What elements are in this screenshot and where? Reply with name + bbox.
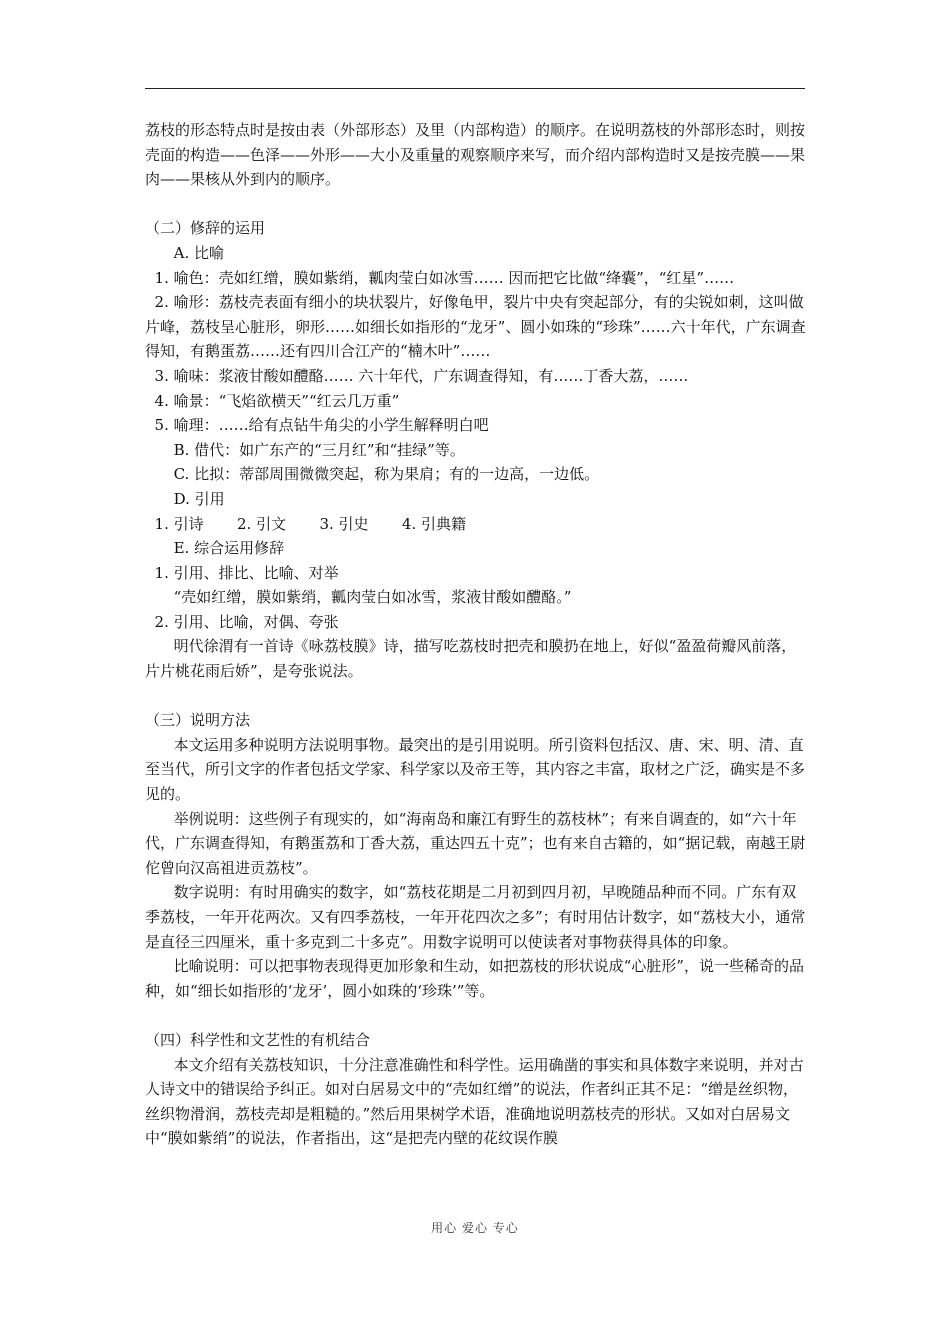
section-heading: （二）修辞的运用 bbox=[145, 219, 266, 238]
blank-line bbox=[145, 1003, 810, 1028]
list-item: 4. 喻景：“飞焰欲横天”“红云几万重” bbox=[145, 391, 400, 410]
quote-line: “壳如红缯，膜如紫绡，瓤肉莹白如冰雪，浆液甘酸如醴酪。” bbox=[145, 588, 572, 607]
subheading: B. 借代：如广东产的“三月红”和“挂绿”等。 bbox=[145, 440, 465, 459]
list-item: 1. 引用、排比、比喻、对举 bbox=[145, 563, 339, 582]
document-body bbox=[145, 118, 810, 1151]
list-item: 1. 喻色：壳如红缯，膜如紫绡，瓤肉莹白如冰雪…… 因而把它比做“绛囊”，“红星”…… bbox=[145, 268, 735, 287]
paragraph: 举例说明：这些例子有现实的，如“海南岛和廉江有野生的荔枝林”；有来自调查的，如“六十年代，广东调查得知，有鹅蛋荔和丁香大荔，重达四五十克”；也有来自古籍的，如“据记载，南越王尉佗曾向汉高祖进贡荔枝”。 bbox=[145, 809, 806, 877]
section-heading: （四）科学性和文艺性的有机结合 bbox=[145, 1030, 371, 1049]
list-item: 1. 引诗 2. 引文 3. 引史 4. 引典籍 bbox=[145, 514, 466, 533]
section-heading: （三）说明方法 bbox=[145, 711, 251, 730]
list-item: 3. 喻味：浆液甘酸如醴酪…… 六十年代，广东调查得知，有……丁香大荔，…… bbox=[145, 366, 689, 385]
paragraph: 数字说明：有时用确实的数字，如“荔枝花期是二月初到四月初，早晚随品种而不同。广东有双季荔枝，一年开花两次。又有四季荔枝，一年开花四次之多”；有时用估计数字，如“荔枝大小，通常是直径三四厘米，重十多克到二十多克”。用数字说明可以使读者对事物获得具体的印象。 bbox=[145, 883, 806, 951]
paragraph: 本文运用多种说明方法说明事物。最突出的是引用说明。所引资料包括汉、唐、宋、明、清、直至当代，所引文字的作者包括文学家、科学家以及帝王等，其内容之丰富，取材之广泛，确实是不多见的。 bbox=[145, 735, 806, 804]
paragraph: 明代徐渭有一首诗《咏荔枝膜》诗，描写吃荔枝时把壳和膜扔在地上，好似“盈盈荷瓣风前落，片片桃花雨后娇”，是夸张说法。 bbox=[145, 637, 797, 681]
blank-line bbox=[145, 192, 810, 217]
list-item: 5. 喻理：……给有点钻牛角尖的小学生解释明白吧 bbox=[145, 416, 489, 435]
subheading: D. 引用 bbox=[145, 489, 225, 508]
paragraph: 荔枝的形态特点时是按由表（外部形态）及里（内部构造）的顺序。在说明荔枝的外部形态时，则按壳面的构造——色泽——外形——大小及重量的观察顺序来写，而介绍内部构造时又是按壳膜——果肉——果核从外到内的顺序。 bbox=[145, 121, 806, 189]
paragraph: 比喻说明：可以把事物表现得更加形象和生动，如把荔枝的形状说成“心脏形”，说一些稀奇的品种，如“细长如指形的‘龙牙’，圆小如珠的‘珍珠’”等。 bbox=[145, 957, 804, 1000]
list-item: 2. 喻形：荔枝壳表面有细小的块状裂片，好像龟甲，裂片中央有突起部分，有的尖锐如刺，这叫做片峰，荔枝呈心脏形，卵形……如细长如指形的“龙牙”、圆小如珠的“珍珠”……六十年代，广东调查得知，有鹅蛋荔……还有四川合江产的“楠木叶”…… bbox=[145, 293, 806, 361]
blank-line bbox=[145, 684, 810, 709]
paragraph: 本文介绍有关荔枝知识，十分注意准确性和科学性。运用确凿的事实和具体数字来说明，并对古人诗文中的错误给予纠正。如对白居易文中的“壳如红缯”的说法，作者纠正其不足：“缯是丝织物，丝织物滑润，荔枝壳却是粗糙的。”然后用果树学术语，准确地说明荔枝壳的形状。又如对白居易文中“膜如紫绡”的说法，作者指出，这“是把壳内壁的花纹误作膜 bbox=[145, 1055, 804, 1148]
list-item: 2. 引用、比喻，对偶、夸张 bbox=[145, 612, 339, 631]
subheading: E. 综合运用修辞 bbox=[145, 539, 285, 558]
subheading: A. 比喻 bbox=[145, 243, 224, 262]
page-footer: 用心 爱心 专心 bbox=[431, 1221, 519, 1235]
header-rule bbox=[145, 88, 805, 89]
subheading: C. 比拟：蒂部周围微微突起，称为果肩；有的一边高，一边低。 bbox=[145, 465, 600, 484]
